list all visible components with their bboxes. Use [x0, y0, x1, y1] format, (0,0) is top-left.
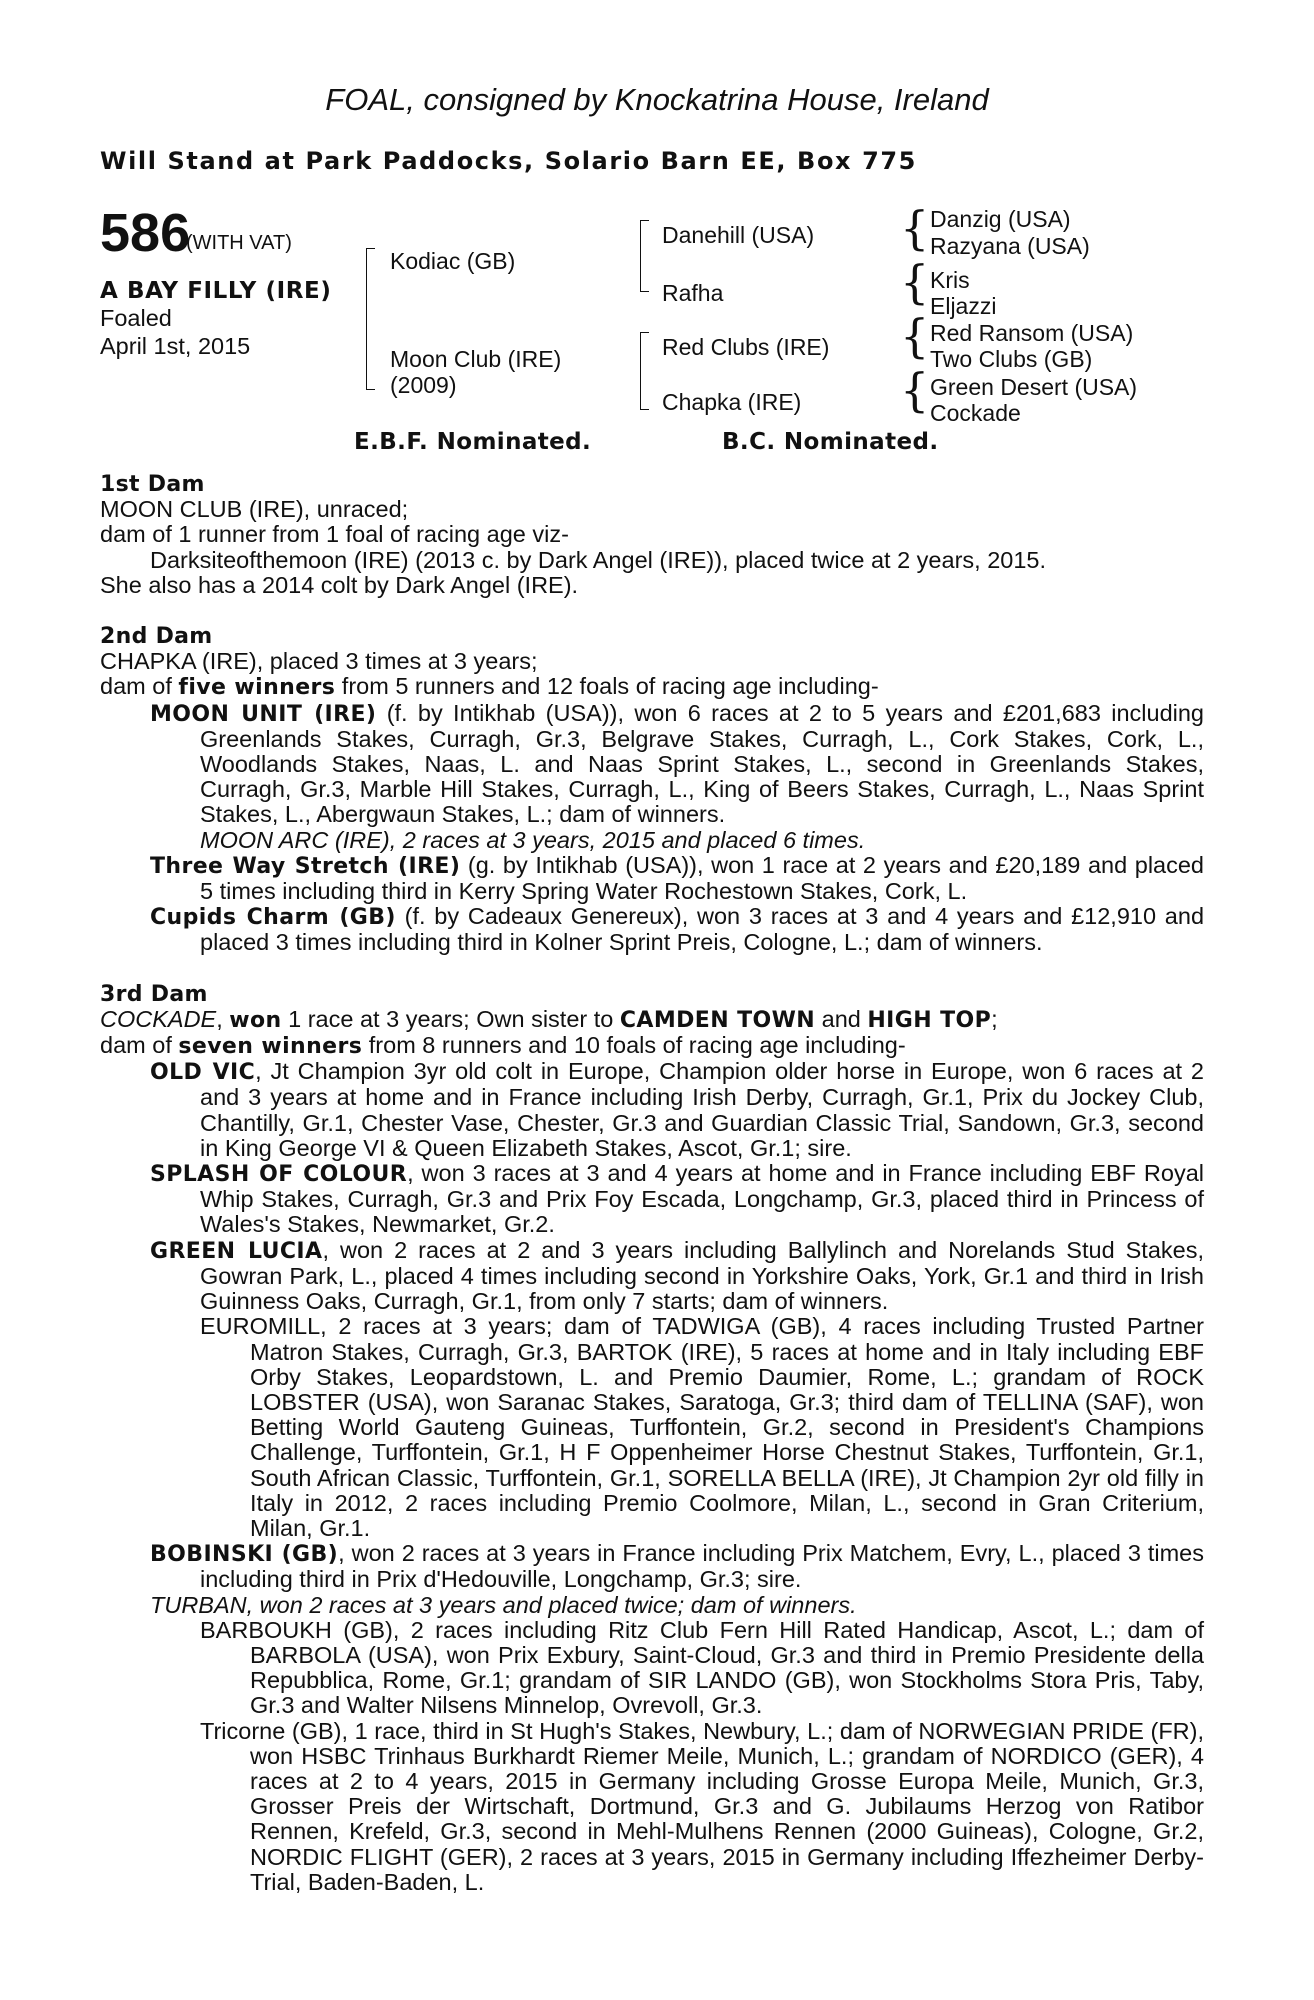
bobinski-entry: BOBINSKI (GB), won 2 races at 3 years in France including Prix Matchem, Evry, L., placed 3 times including third in Prix d'Hedouville, Longchamp, Gr.3; sire.	[150, 1540, 1204, 1593]
barboukh-entry: BARBOUKH (GB), 2 races including Ritz Club Fern Hill Rated Handicap, Ascot, L.; dam of BARBOLA (USA), won Prix Exbury, Saint-Cloud, Gr.3 and third in Premio Presidente della Repubblica, Rome, Gr.1; grandam of SIR LANDO (GB), won Stockholms Stora Pris, Taby, Gr.3 and Walter Nilsens Minnelop, Ovrevoll, Gr.3.	[200, 1616, 1204, 1719]
first-dam-line-4: She also has a 2014 colt by Dark Angel (IRE).	[100, 571, 579, 598]
brace-2: {	[900, 255, 930, 309]
gen3-2: Razyana (USA)	[930, 233, 1090, 259]
dam-dam: Chapka (IRE)	[662, 389, 802, 415]
catalogue-body	[100, 472, 1204, 1895]
splash-of-colour-entry: SPLASH OF COLOUR, won 3 races at 3 and 4 years at home and in France including EBF Royal Whip Stakes, Curragh, Gr.3 and Prix Foy Escada, Longchamp, Gr.3, placed third in Princess of Wales's Stakes, Newmarket, Gr.2.	[150, 1160, 1204, 1238]
sire: Kodiac (GB)	[390, 248, 516, 274]
moon-unit-entry: MOON UNIT (IRE) (f. by Intikhab (USA)), won 6 races at 2 to 5 years and £201,683 including Greenlands Stakes, Curragh, Gr.3, Belgrave Stakes, Curragh, L., Cork Stakes, Cork, L., Woodlands Stakes, Naas, L. and Naas Sprint Stakes, L., second in Greenlands Stakes, Curragh, Gr.3, Marble Hill Stakes, Curragh, L., King of Beers Stakes, Curragh, L., Naas Sprint Stakes, L., Abergwaun Stakes, L.; dam of winners.	[150, 699, 1204, 828]
sire-line-bracket	[640, 220, 649, 292]
first-dam-line-1: MOON CLUB (IRE), unraced;	[100, 496, 409, 523]
second-dam-heading: 2nd Dam	[100, 624, 213, 650]
third-dam-line-2: dam of seven winners from 8 runners and 10 foals of racing age including-	[100, 1032, 906, 1060]
three-way-stretch-entry: Three Way Stretch (IRE) (g. by Intikhab (USA)), won 1 race at 2 years and £20,189 and placed 5 times including third in Kerry Spring Water Rochestown Stakes, Cork, L.	[150, 851, 1204, 905]
gen3-5: Red Ransom (USA)	[930, 320, 1134, 346]
third-dam-section	[100, 982, 1204, 1895]
dam: Moon Club (IRE)	[390, 346, 562, 372]
first-dam-section	[100, 472, 1204, 598]
brace-3: {	[900, 309, 930, 363]
euromill-entry: EUROMILL, 2 races at 3 years; dam of TADWIGA (GB), 4 races including Trusted Partner Matron Stakes, Curragh, Gr.3, BARTOK (IRE), 5 races at home and in Italy including EBF Orby Stakes, Leopardstown, L. and Premio Daumier, Rome, L.; grandam of ROCK LOBSTER (USA), won Saranac Stakes, Saratoga, Gr.3; third dam of TELLINA (SAF), won Betting World Gauteng Guineas, Turffontein, Gr.2, second in President's Champions Challenge, Turffontein, Gr.1, H F Oppenheimer Horse Chestnut Stakes, Turffontein, Gr.1, South African Classic, Turffontein, Gr.1, SORELLA BELLA (IRE), Jt Champion 2yr old filly in Italy in 2012, 2 races including Premio Coolmore, Milan, L., second in Gran Criterium, Milan, Gr.1.	[200, 1313, 1204, 1541]
dam-sire: Red Clubs (IRE)	[662, 334, 830, 360]
first-dam-heading: 1st Dam	[100, 472, 205, 497]
second-dam-section	[100, 624, 1204, 956]
dam-line-bracket	[640, 332, 649, 410]
page-title: FOAL, consigned by Knockatrina House, Ireland	[325, 82, 989, 117]
foaled-label: Foaled	[100, 305, 172, 331]
gen3-4: Eljazzi	[930, 293, 997, 319]
dam-year: (2009)	[390, 372, 457, 398]
brace-1: {	[900, 201, 930, 255]
sire-dam: Rafha	[662, 280, 724, 306]
foaled-date: April 1st, 2015	[100, 333, 251, 359]
stand-location: Will Stand at Park Paddocks, Solario Barn EE, Box 775	[100, 147, 917, 175]
sire-sire: Danehill (USA)	[662, 222, 815, 248]
turban-entry: TURBAN, won 2 races at 3 years and placed twice; dam of winners.	[150, 1591, 857, 1618]
first-dam-line-2: dam of 1 runner from 1 foal of racing age viz-	[100, 521, 569, 548]
bc-nominated: B.C. Nominated.	[722, 429, 939, 455]
third-dam-line-1: COCKADE, won 1 race at 3 years; Own sister to CAMDEN TOWN and HIGH TOP;	[100, 1005, 998, 1033]
gen3-3: Kris	[930, 267, 970, 293]
ebf-nominated: E.B.F. Nominated.	[354, 429, 592, 455]
sire-dam-bracket	[366, 248, 375, 390]
gen3-8: Cockade	[930, 400, 1021, 426]
second-dam-line-1: CHAPKA (IRE), placed 3 times at 3 years;	[100, 648, 538, 675]
green-lucia-entry: GREEN LUCIA, won 2 races at 2 and 3 years including Ballylinch and Norelands Stud Stakes, Gowran Park, L., placed 4 times including second in Yorkshire Oaks, York, Gr.1 and third in Irish Guinness Oaks, Curragh, Gr.1, from only 7 starts; dam of winners.	[150, 1236, 1205, 1315]
second-dam-line-2: dam of five winners from 5 runners and 12 foals of racing age including-	[100, 673, 879, 701]
cupids-charm-entry: Cupids Charm (GB) (f. by Cadeaux Genereux), won 3 races at 3 and 4 years and £12,910 and placed 3 times including third in Kolner Sprint Preis, Cologne, L.; dam of winners.	[150, 903, 1205, 956]
tricorne-entry: Tricorne (GB), 1 race, third in St Hugh's Stakes, Newbury, L.; dam of NORWEGIAN PRIDE (FR), won HSBC Trinhaus Burkhardt Riemer Meile, Munich, L.; grandam of NORDICO (GER), 4 races at 2 to 4 years, 2015 in Germany including Grosse Europa Meile, Munich, Gr.3, Grosser Preis der Wirtschaft, Dortmund, Gr.3 and G. Jubilaums Herzog von Ratibor Rennen, Krefeld, Gr.3, second in Mehl-Mulhens Rennen (2000 Guineas), Cologne, Gr.2, NORDIC FLIGHT (GER), 2 races at 3 years, 2015 in Germany including Iffezheimer Derby-Trial, Baden-Baden, L.	[200, 1717, 1204, 1895]
first-dam-line-3: Darksiteofthemoon (IRE) (2013 c. by Dark Angel (IRE)), placed twice at 2 years, 2015.	[150, 546, 1047, 573]
third-dam-heading: 3rd Dam	[100, 981, 208, 1007]
moon-arc-entry: MOON ARC (IRE), 2 races at 3 years, 2015 and placed 6 times.	[200, 826, 866, 853]
brace-4: {	[900, 363, 930, 417]
vat-note: (WITH VAT)	[186, 232, 292, 254]
old-vic-entry: OLD VIC, Jt Champion 3yr old colt in Europe, Champion older horse in Europe, won 6 races at 2 and 3 years at home and in France including Irish Derby, Curragh, Gr.1, Prix du Jockey Club, Chantilly, Gr.1, Chester Vase, Chester, Gr.3 and Guardian Classic Trial, Sandown, Gr.3, second in King George VI & Queen Elizabeth Stakes, Ascot, Gr.1; sire.	[150, 1058, 1204, 1161]
gen3-6: Two Clubs (GB)	[930, 346, 1093, 372]
lot-number: 586	[100, 203, 191, 263]
gen3-7: Green Desert (USA)	[930, 374, 1138, 400]
gen3-1: Danzig (USA)	[930, 206, 1071, 232]
horse-name: A BAY FILLY (IRE)	[100, 278, 332, 304]
